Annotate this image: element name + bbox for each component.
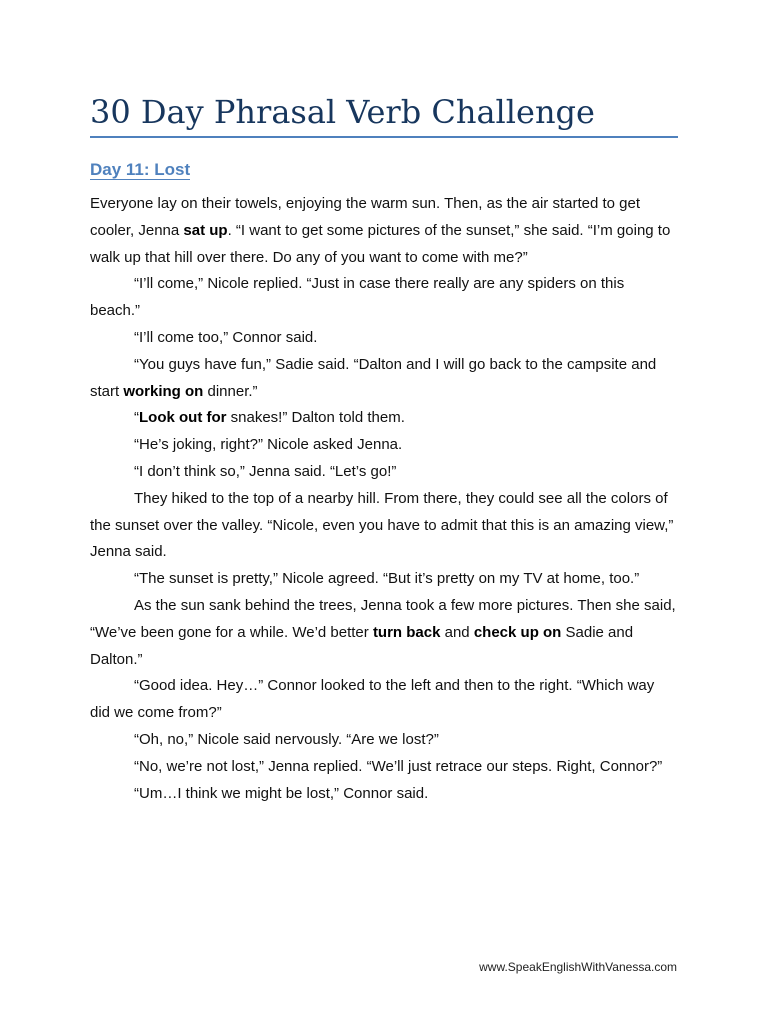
paragraph-4 — [90, 352, 678, 406]
paragraph-6: “He’s joking, right?” Nicole asked Jenna. — [134, 436, 403, 454]
phrasal-verb-sat-up: sat up — [183, 221, 228, 239]
paragraph-11: “Good idea. Hey…” Connor looked to the left and then to the right. “Which way did we come from?” — [90, 677, 655, 722]
story-body — [90, 191, 678, 807]
paragraph-5-text-b: snakes!” Dalton told them. — [226, 409, 405, 427]
paragraph-13: “No, we’re not lost,” Jenna replied. “We’ll just retrace our steps. Right, Connor?” — [134, 757, 663, 775]
section-heading-text: Day 11: Lost — [90, 160, 191, 179]
paragraph-3: “I’ll come too,” Connor said. — [134, 328, 318, 346]
paragraph-10-text-b: and — [440, 623, 474, 641]
paragraph-1 — [90, 191, 678, 271]
paragraph-7: “I don’t think so,” Jenna said. “Let’s go!” — [134, 462, 397, 480]
paragraph-9: “The sunset is pretty,” Nicole agreed. “But it’s pretty on my TV at home, too.” — [134, 570, 640, 588]
paragraph-8: They hiked to the top of a nearby hill. From there, they could see all the colors of the sunset over the valley. “Nicole, even you have to admit that this is an amazing view,” Jenna said. — [90, 489, 674, 561]
paragraph-1-text-a: Everyone lay on their towels, enjoying the warm sun. Then, as the air started to get cooler, Jenna — [90, 195, 641, 239]
paragraph-12: “Oh, no,” Nicole said nervously. “Are we lost?” — [134, 730, 439, 748]
title-divider — [90, 136, 678, 138]
paragraph-10 — [90, 593, 678, 673]
paragraph-2: “I’ll come,” Nicole replied. “Just in case there really are any spiders on this beach.” — [90, 275, 625, 320]
paragraph-5-text-a: “ — [134, 409, 139, 427]
paragraph-4-text-b: dinner.” — [203, 382, 258, 400]
phrasal-verb-look-out-for: Look out for — [139, 409, 227, 427]
section-heading — [90, 159, 190, 181]
paragraph-4-text-a: “You guys have fun,” Sadie said. “Dalton and I will go back to the campsite and start — [90, 355, 657, 400]
phrasal-verb-check-up-on: check up on — [473, 623, 562, 641]
footer-website: www.SpeakEnglishWithVanessa.com — [479, 960, 677, 974]
document-title: 30 Day Phrasal Verb Challenge — [90, 93, 595, 131]
paragraph-10-text-c: Sadie and Dalton.” — [90, 623, 634, 668]
phrasal-verb-turn-back: turn back — [372, 623, 441, 641]
paragraph-14: “Um…I think we might be lost,” Connor said. — [134, 784, 429, 802]
paragraph-1-text-b: . “I want to get some pictures of the sunset,” she said. “I’m going to walk up that hill over there. Do any of you want to come with me?” — [90, 221, 671, 266]
paragraph-10-text-a: As the sun sank behind the trees, Jenna took a few more pictures. Then she said, “We’ve been gone for a while. We’d better — [90, 596, 676, 641]
phrasal-verb-working-on: working on — [123, 382, 204, 400]
paragraph-5 — [90, 405, 678, 432]
